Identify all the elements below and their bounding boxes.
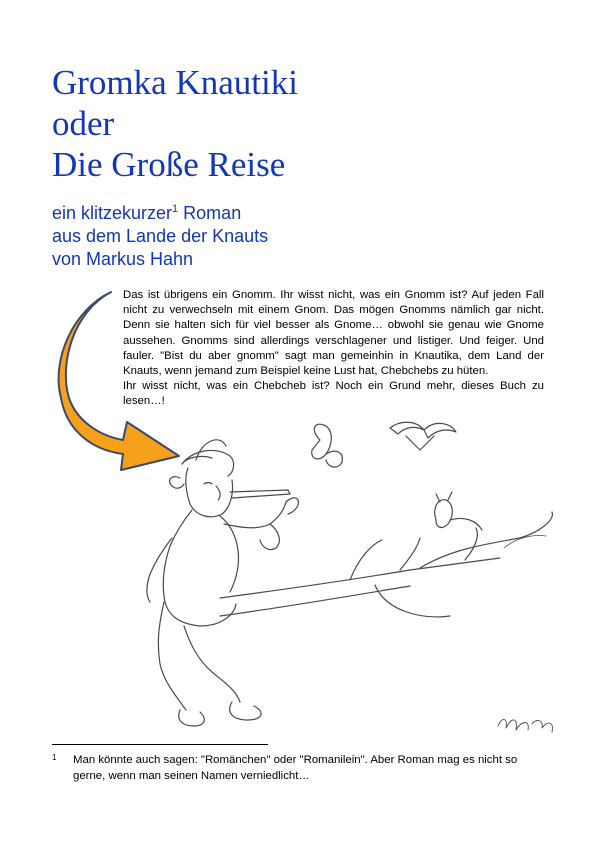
intro-paragraph-2: Ihr wisst nicht, was ein Chebcheb ist? Noch ein Grund mehr, dieses Buch zu lesen…! xyxy=(123,380,544,408)
subtitle-line-1-end: Roman xyxy=(178,203,242,223)
intro-text xyxy=(123,288,544,410)
creature-drawings xyxy=(312,422,482,530)
subtitle-block xyxy=(52,202,268,271)
intro-paragraph-1: Das ist übrigens ein Gnomm. Ihr wisst nicht, was ein Gnomm ist? Auf jeden Fall nicht zu verwechseln mit einem Gnom. Das mögen Gnomms nämlich gar nicht. Denn sie halten sich für viel besser als Gnome… obwohl sie genau wie Gnome aussehen. Gnomms sind allerdings verschlagener und listiger. Und feiger. Und fauler. "Bist du aber gnomm" sagt man gemeinhin in Knautika, dem Land der Knauts, wenn jemand zum Beispiel keine Lust hat, Chebchebs zu hüten. xyxy=(123,289,544,378)
footnote-number: 1 xyxy=(52,753,57,762)
subtitle-line-1 xyxy=(52,202,268,225)
footnote xyxy=(52,752,552,784)
footnote-text: Man könnte auch sagen: "Romänchen" oder "Romanilein". Aber Roman mag es nicht so gerne, wenn man seinen Namen verniedlicht… xyxy=(73,754,518,782)
subtitle-line-2: aus dem Lande der Knauts xyxy=(52,226,269,246)
title-line-3: Die Große Reise xyxy=(52,145,286,184)
footnote-reference[interactable]: 1 xyxy=(172,203,179,215)
signature-drawing xyxy=(498,719,552,732)
subtitle-line-1-text: ein klitzekurzer xyxy=(52,203,173,223)
footnote-separator xyxy=(52,744,268,745)
subtitle-line-3: von Markus Hahn xyxy=(52,249,194,269)
gnomm-figure xyxy=(147,440,298,726)
branch-drawing xyxy=(220,512,552,617)
title-line-2: oder xyxy=(52,104,115,143)
gnomm-illustration xyxy=(120,420,560,750)
title-line-1: Gromka Knautiki xyxy=(52,63,298,102)
title-block xyxy=(52,62,298,185)
